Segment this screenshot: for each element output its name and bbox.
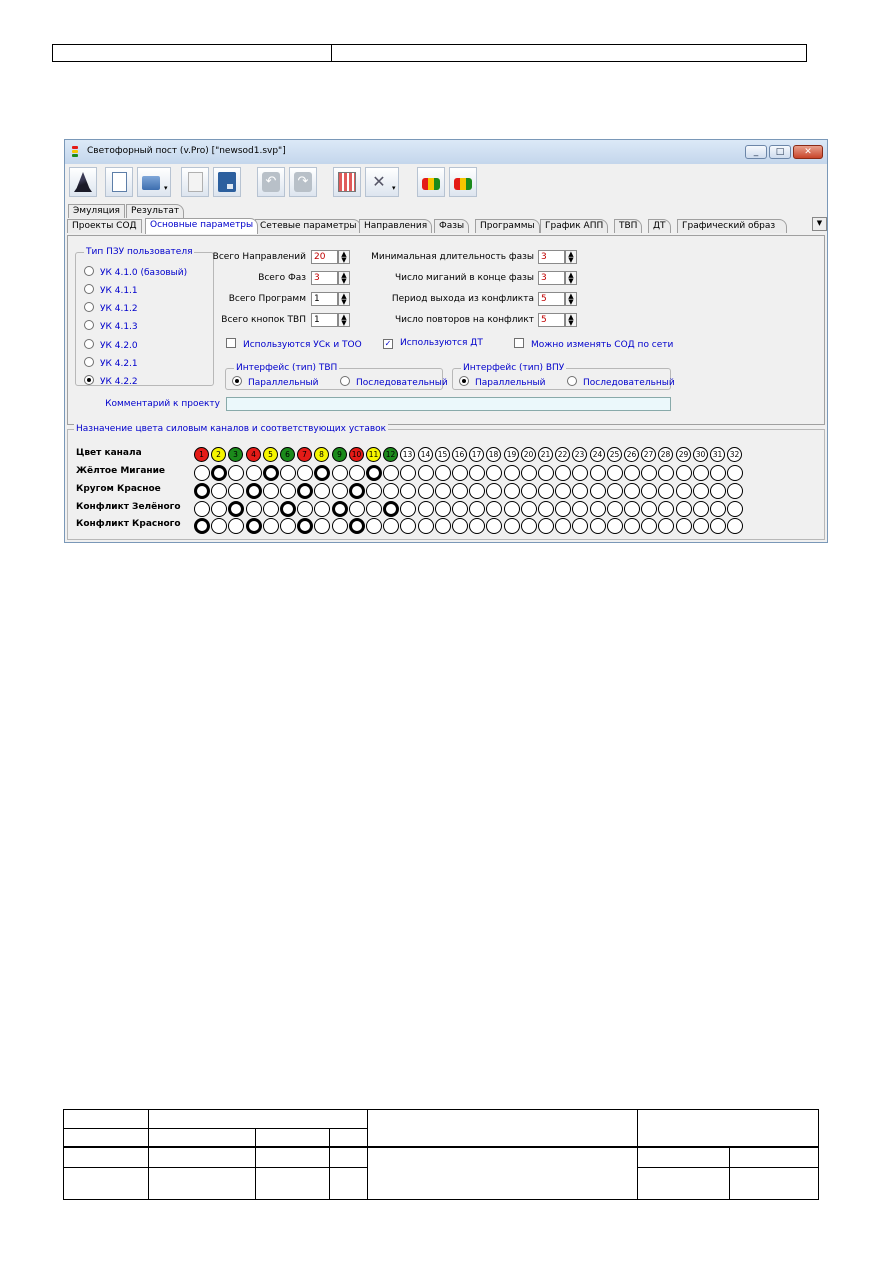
conflict-exit-period-label: Период выхода из конфликта (391, 294, 534, 304)
setting-circle[interactable] (504, 518, 520, 534)
setting-circle[interactable] (280, 465, 296, 481)
open-button[interactable]: ▾ (137, 167, 171, 197)
pzu-option-410[interactable]: УК 4.1.0 (базовый) (84, 266, 187, 278)
channel-25-color[interactable]: 25 (607, 447, 622, 462)
document-footer-table (63, 1109, 819, 1200)
setting-circle[interactable] (194, 518, 210, 534)
vpu-serial-radio[interactable]: Последовательный (567, 376, 675, 388)
radio-icon (84, 266, 94, 276)
channel-17-color[interactable]: 17 (469, 447, 484, 462)
pzu-type-group (75, 247, 214, 387)
setting-circle[interactable] (727, 483, 743, 499)
setting-circle[interactable] (538, 483, 554, 499)
setting-circle[interactable] (607, 465, 623, 481)
setting-circle[interactable] (211, 483, 227, 499)
channel-color-row-label: Цвет канала (76, 448, 142, 458)
tvp-serial-radio[interactable]: Последовательный (340, 376, 448, 388)
setting-circle[interactable] (607, 483, 623, 499)
setting-circle[interactable] (469, 518, 485, 534)
setting-circle[interactable] (710, 501, 726, 517)
tab-result[interactable]: Результат (126, 204, 184, 218)
setting-circle[interactable] (314, 518, 330, 534)
channel-13-color[interactable]: 13 (400, 447, 415, 462)
setting-circle[interactable] (246, 501, 262, 517)
total-directions-label: Всего Направлений (212, 252, 306, 262)
setting-circle[interactable] (211, 518, 227, 534)
spin-arrows-icon: ▲ ▼ (565, 271, 577, 285)
setting-circle[interactable] (658, 518, 674, 534)
tab-dt[interactable]: ДТ (648, 219, 671, 233)
setting-circle[interactable] (624, 501, 640, 517)
setting-circle[interactable] (435, 465, 451, 481)
setting-circle[interactable] (280, 483, 296, 499)
channel-19-color[interactable]: 19 (504, 447, 519, 462)
radio-icon (340, 376, 350, 386)
setting-circle[interactable] (314, 465, 330, 481)
window-title: Светофорный пост (v.Pro) ["newsod1.svp"] (87, 146, 286, 156)
channel-4-color[interactable]: 4 (246, 447, 261, 462)
setting-circle[interactable] (366, 518, 382, 534)
setting-circle[interactable] (641, 483, 657, 499)
setting-circle[interactable] (641, 501, 657, 517)
setting-circle[interactable] (297, 465, 313, 481)
setting-circle[interactable] (710, 465, 726, 481)
setting-circle[interactable] (332, 465, 348, 481)
setting-circle[interactable] (211, 501, 227, 517)
setting-circle[interactable] (228, 501, 244, 517)
new-button[interactable] (105, 167, 133, 197)
setting-circle[interactable] (469, 465, 485, 481)
close-button[interactable]: ✕ (793, 145, 823, 159)
setting-circle[interactable] (676, 501, 692, 517)
setting-circle[interactable] (400, 518, 416, 534)
radio-icon (84, 357, 94, 367)
setting-circle[interactable] (469, 501, 485, 517)
setting-circle[interactable] (280, 518, 296, 534)
setting-circle[interactable] (349, 483, 365, 499)
channel-11-color[interactable]: 11 (366, 447, 381, 462)
conflict-repeats-spinner[interactable]: 5 ▲ ▼ (538, 313, 577, 327)
pzu-option-422[interactable]: УК 4.2.2 (84, 375, 138, 387)
setting-circle[interactable] (607, 518, 623, 534)
setting-circle[interactable] (418, 518, 434, 534)
setting-circle[interactable] (246, 465, 262, 481)
setting-circle[interactable] (228, 465, 244, 481)
setting-circle[interactable] (624, 465, 640, 481)
calculator-icon (338, 172, 356, 192)
app-window (64, 139, 828, 543)
radio-icon (567, 376, 577, 386)
setting-circle[interactable] (366, 465, 382, 481)
tab-graphic-image[interactable]: Графический образ (677, 219, 787, 233)
channel-7-color[interactable]: 7 (297, 447, 312, 462)
setting-circle[interactable] (194, 465, 210, 481)
channel-color-legend: Назначение цвета силовым каналов и соответствующих уставок (76, 424, 387, 434)
tab-network-params[interactable]: Сетевые параметры (255, 219, 361, 233)
spin-arrows-icon: ▲ ▼ (338, 250, 350, 264)
checkbox-icon (514, 338, 524, 348)
checkbox-checked-icon: ✓ (384, 339, 392, 348)
tab-tvp[interactable]: ТВП (614, 219, 642, 233)
setting-circle[interactable] (486, 518, 502, 534)
setting-circle[interactable] (590, 483, 606, 499)
total-programs-spinner[interactable]: 1 ▲ ▼ (311, 292, 350, 306)
radio-icon (84, 284, 94, 294)
pzu-option-412[interactable]: УК 4.1.2 (84, 302, 138, 314)
setting-circle[interactable] (211, 465, 227, 481)
setting-circle[interactable] (590, 518, 606, 534)
total-phases-spinner[interactable]: 3 ▲ ▼ (311, 271, 350, 285)
setting-circle[interactable] (624, 483, 640, 499)
channel-24-color[interactable]: 24 (590, 447, 605, 462)
setting-circle[interactable] (383, 518, 399, 534)
setting-circle[interactable] (658, 465, 674, 481)
setting-circle[interactable] (555, 483, 571, 499)
setting-circle[interactable] (710, 518, 726, 534)
setting-circle[interactable] (676, 483, 692, 499)
setting-circle[interactable] (297, 501, 313, 517)
tools-button[interactable]: ✕ ▾ (365, 167, 399, 197)
channel-12-color[interactable]: 12 (383, 447, 398, 462)
setting-circle[interactable] (435, 501, 451, 517)
channel-8-color[interactable]: 8 (314, 447, 329, 462)
setting-circle[interactable] (332, 518, 348, 534)
toolbar (67, 165, 825, 203)
vpu-interface-group (452, 363, 675, 390)
traffic-lights-delete-icon (454, 178, 472, 190)
total-phases-label: Всего Фаз (258, 273, 306, 283)
open-folder-icon (142, 176, 160, 190)
tools-icon: ✕ (372, 172, 386, 191)
setting-circle[interactable] (693, 483, 709, 499)
conflict-exit-period-spinner[interactable]: 5 ▲ ▼ (538, 292, 577, 306)
setting-circle[interactable] (228, 483, 244, 499)
setting-circle[interactable] (658, 501, 674, 517)
channel-6-color[interactable]: 6 (280, 447, 295, 462)
new-file-icon (112, 172, 127, 192)
setting-circle[interactable] (727, 518, 743, 534)
setting-circle[interactable] (349, 518, 365, 534)
radio-icon (84, 320, 94, 330)
setting-circle[interactable] (452, 483, 468, 499)
setting-circle[interactable] (314, 501, 330, 517)
save-button[interactable] (213, 167, 241, 197)
radio-selected-icon (232, 376, 242, 386)
radio-icon (84, 339, 94, 349)
tab-programs[interactable]: Программы (475, 219, 540, 233)
setting-circle[interactable] (349, 465, 365, 481)
setting-circle[interactable] (263, 518, 279, 534)
setting-circle[interactable] (452, 518, 468, 534)
pzu-option-420[interactable]: УК 4.2.0 (84, 339, 138, 351)
setting-circle[interactable] (366, 483, 382, 499)
setting-circle[interactable] (435, 518, 451, 534)
setting-circle[interactable] (400, 501, 416, 517)
usk-too-checkbox[interactable]: Используются УСк и ТОО (226, 338, 362, 350)
setting-circle[interactable] (418, 465, 434, 481)
setting-circle[interactable] (486, 465, 502, 481)
setting-circle[interactable] (297, 518, 313, 534)
min-phase-duration-spinner[interactable]: 3 ▲ ▼ (538, 250, 577, 264)
channel-10-color[interactable]: 10 (349, 447, 364, 462)
radio-selected-icon (459, 376, 469, 386)
setting-circle[interactable] (383, 483, 399, 499)
setting-circle[interactable] (521, 483, 537, 499)
channel-1-color[interactable]: 1 (194, 447, 209, 462)
setting-circle[interactable] (693, 518, 709, 534)
spin-arrows-icon: ▲ ▼ (338, 292, 350, 306)
setting-circle[interactable] (263, 483, 279, 499)
setting-circle[interactable] (572, 501, 588, 517)
setting-circle[interactable] (246, 518, 262, 534)
pzu-option-411[interactable]: УК 4.1.1 (84, 284, 138, 296)
blinks-end-phase-label: Число миганий в конце фазы (394, 273, 534, 283)
channel-27-color[interactable]: 27 (641, 447, 656, 462)
channel-18-color[interactable]: 18 (486, 447, 501, 462)
setting-circle[interactable] (383, 501, 399, 517)
channel-5-color[interactable]: 5 (263, 447, 278, 462)
network-edit-checkbox[interactable]: Можно изменять СОД по сети (514, 338, 673, 350)
spin-arrows-icon: ▲ ▼ (565, 313, 577, 327)
undo-icon: ↶ (262, 172, 280, 192)
channel-15-color[interactable]: 15 (435, 447, 450, 462)
setting-circle[interactable] (314, 483, 330, 499)
channel-2-color[interactable]: 2 (211, 447, 226, 462)
setting-circle[interactable] (538, 501, 554, 517)
setting-circle[interactable] (641, 465, 657, 481)
setting-circle[interactable] (727, 465, 743, 481)
setting-circle[interactable] (280, 501, 296, 517)
setting-circle[interactable] (452, 501, 468, 517)
red-conflict-row-label: Конфликт Красного (76, 519, 181, 529)
traffic-lights-check-icon (422, 178, 440, 190)
comment-label: Комментарий к проекту (105, 399, 220, 409)
min-phase-duration-label: Минимальная длительность фазы (371, 252, 534, 262)
channel-9-color[interactable]: 9 (332, 447, 347, 462)
setting-circle[interactable] (555, 501, 571, 517)
setting-circle[interactable] (435, 483, 451, 499)
comment-input[interactable] (226, 397, 671, 411)
setting-circle[interactable] (504, 501, 520, 517)
calculator-button[interactable] (333, 167, 361, 197)
setting-circle[interactable] (263, 465, 279, 481)
tvp-parallel-radio[interactable]: Параллельный (232, 376, 318, 388)
redo-button[interactable] (289, 167, 317, 197)
setting-circle[interactable] (486, 501, 502, 517)
setting-circle[interactable] (486, 483, 502, 499)
yellow-blink-row-label: Жёлтое Мигание (76, 466, 166, 476)
pzu-option-421[interactable]: УК 4.2.1 (84, 357, 138, 369)
setting-circle[interactable] (624, 518, 640, 534)
all-red-row-label: Кругом Красное (76, 484, 161, 494)
setting-circle[interactable] (641, 518, 657, 534)
traffic-light-icon (70, 145, 80, 159)
tabs-scroll-down-icon[interactable]: ▼ (812, 217, 827, 231)
checkbox-icon (226, 338, 236, 348)
setting-circle[interactable] (676, 518, 692, 534)
setting-circle[interactable] (504, 465, 520, 481)
setting-circle[interactable] (452, 465, 468, 481)
channel-23-color[interactable]: 23 (572, 447, 587, 462)
setting-circle[interactable] (366, 501, 382, 517)
vpu-interface-legend: Интерфейс (тип) ВПУ (463, 363, 565, 373)
channel-32-color[interactable]: 32 (727, 447, 742, 462)
pzu-option-413[interactable]: УК 4.1.3 (84, 320, 138, 332)
channel-21-color[interactable]: 21 (538, 447, 553, 462)
setting-circle[interactable] (418, 501, 434, 517)
channel-26-color[interactable]: 26 (624, 447, 639, 462)
main-params-panel (67, 235, 825, 425)
document-header-table (52, 44, 807, 62)
setting-circle[interactable] (693, 501, 709, 517)
delete-lights-button[interactable] (449, 167, 477, 197)
edit-button[interactable] (181, 167, 209, 197)
setting-circle[interactable] (194, 483, 210, 499)
maximize-button[interactable]: □ (769, 145, 791, 159)
dt-checkbox[interactable]: ✓ Используются ДТ (384, 338, 483, 348)
channel-31-color[interactable]: 31 (710, 447, 725, 462)
setting-circle[interactable] (572, 518, 588, 534)
setting-circle[interactable] (228, 518, 244, 534)
channel-color-group (67, 424, 825, 540)
setting-circle[interactable] (607, 501, 623, 517)
setting-circle[interactable] (727, 501, 743, 517)
total-tvp-buttons-spinner[interactable]: 1 ▲ ▼ (311, 313, 350, 327)
edit-doc-icon (188, 172, 203, 192)
channel-3-color[interactable]: 3 (228, 447, 243, 462)
tab-app-schedule[interactable]: График АПП (540, 219, 608, 233)
setting-circle[interactable] (383, 465, 399, 481)
setting-circle[interactable] (504, 483, 520, 499)
setting-circle[interactable] (521, 465, 537, 481)
setting-circle[interactable] (521, 518, 537, 534)
setting-circle[interactable] (710, 483, 726, 499)
spin-arrows-icon: ▲ ▼ (338, 271, 350, 285)
setting-circle[interactable] (400, 483, 416, 499)
tab-sod-projects[interactable]: Проекты СОД (67, 219, 142, 233)
channel-29-color[interactable]: 29 (676, 447, 691, 462)
radio-selected-icon (84, 375, 94, 385)
tab-main-params[interactable]: Основные параметры (145, 218, 258, 234)
setting-circle[interactable] (194, 501, 210, 517)
radio-icon (84, 302, 94, 312)
total-directions-spinner[interactable]: 20 ▲ ▼ (311, 250, 350, 264)
floppy-disk-icon (218, 172, 236, 192)
setting-circle[interactable] (555, 518, 571, 534)
setting-circle[interactable] (349, 501, 365, 517)
check-lights-button[interactable] (417, 167, 445, 197)
green-conflict-row-label: Конфликт Зелёного (76, 502, 181, 512)
setting-circle[interactable] (693, 465, 709, 481)
setting-circle[interactable] (572, 483, 588, 499)
conflict-repeats-label: Число повторов на конфликт (395, 315, 534, 325)
setting-circle[interactable] (469, 483, 485, 499)
tab-emulation[interactable]: Эмуляция (68, 204, 125, 218)
setting-circle[interactable] (400, 465, 416, 481)
setting-circle[interactable] (658, 483, 674, 499)
total-programs-label: Всего Программ (228, 294, 306, 304)
minimize-button[interactable]: _ (745, 145, 767, 159)
setting-circle[interactable] (590, 465, 606, 481)
setting-circle[interactable] (521, 501, 537, 517)
blinks-end-phase-spinner[interactable]: 3 ▲ ▼ (538, 271, 577, 285)
pzu-type-legend: Тип ПЗУ пользователя (86, 247, 193, 257)
setting-circle[interactable] (538, 465, 554, 481)
setting-circle[interactable] (263, 501, 279, 517)
redo-icon: ↷ (294, 172, 312, 192)
title-bar (65, 140, 827, 164)
setting-circle[interactable] (332, 483, 348, 499)
tvp-interface-legend: Интерфейс (тип) ТВП (236, 363, 338, 373)
channel-28-color[interactable]: 28 (658, 447, 673, 462)
undo-button[interactable] (257, 167, 285, 197)
total-tvp-buttons-label: Всего кнопок ТВП (221, 315, 306, 325)
tvp-interface-group (225, 363, 448, 390)
spin-arrows-icon: ▲ ▼ (338, 313, 350, 327)
setting-circle[interactable] (418, 483, 434, 499)
setting-circle[interactable] (246, 483, 262, 499)
setting-circle[interactable] (332, 501, 348, 517)
setting-circle[interactable] (555, 465, 571, 481)
tab-directions[interactable]: Направления (359, 219, 432, 233)
setting-circle[interactable] (572, 465, 588, 481)
wizard-hat-icon (74, 172, 92, 192)
channel-14-color[interactable]: 14 (418, 447, 433, 462)
channel-30-color[interactable]: 30 (693, 447, 708, 462)
vpu-parallel-radio[interactable]: Параллельный (459, 376, 545, 388)
setting-circle[interactable] (297, 483, 313, 499)
wizard-button[interactable] (69, 167, 97, 197)
setting-circle[interactable] (538, 518, 554, 534)
tab-phases[interactable]: Фазы (434, 219, 469, 233)
spin-arrows-icon: ▲ ▼ (565, 250, 577, 264)
channel-16-color[interactable]: 16 (452, 447, 467, 462)
channel-20-color[interactable]: 20 (521, 447, 536, 462)
setting-circle[interactable] (676, 465, 692, 481)
spin-arrows-icon: ▲ ▼ (565, 292, 577, 306)
setting-circle[interactable] (590, 501, 606, 517)
channel-22-color[interactable]: 22 (555, 447, 570, 462)
